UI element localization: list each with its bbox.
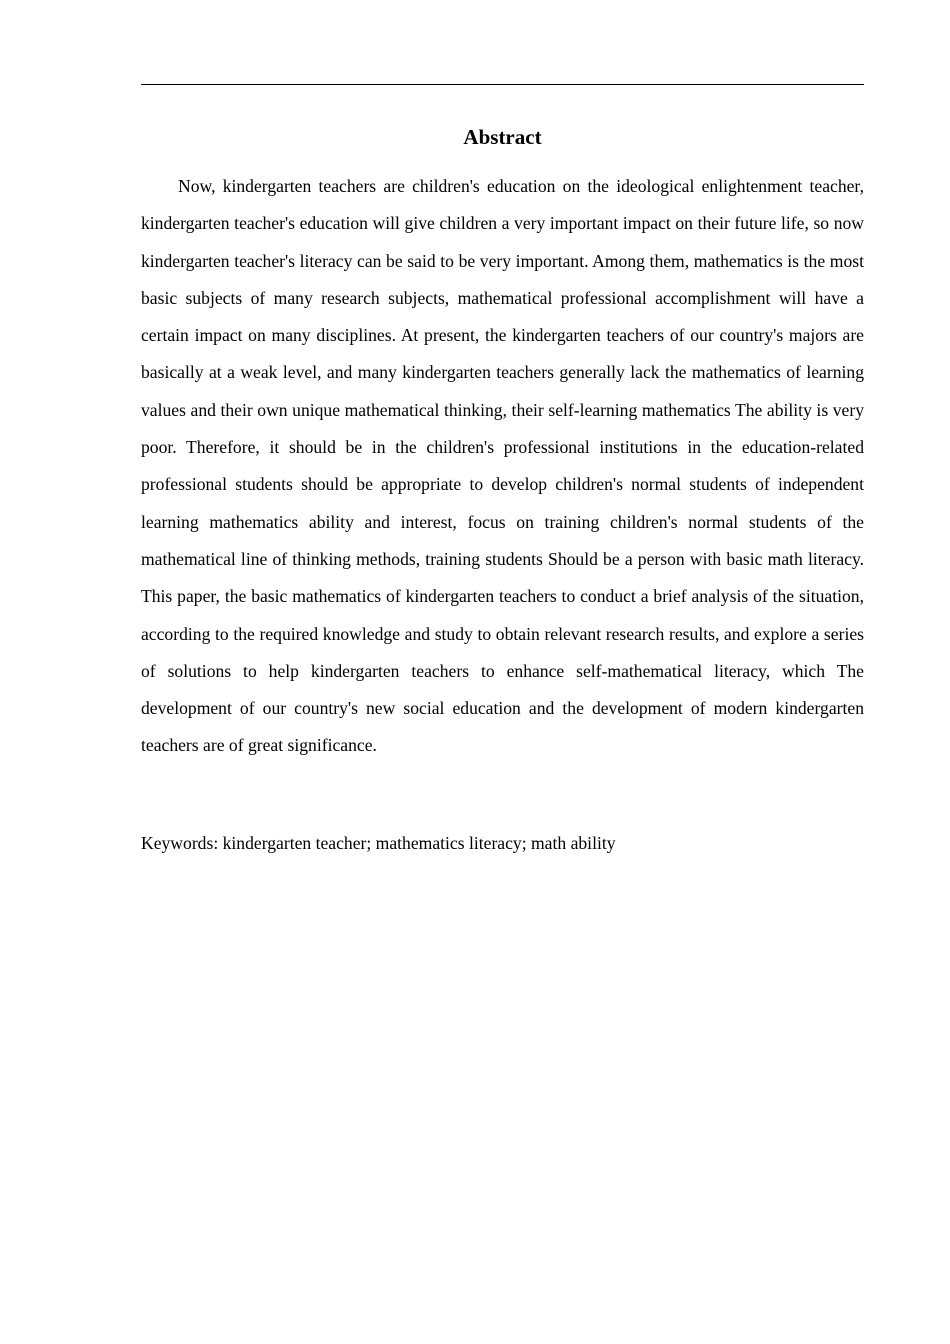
keywords-line: Keywords: kindergarten teacher; mathematics literacy; math ability xyxy=(141,833,616,853)
abstract-body: Now, kindergarten teachers are children's education on the ideological enlightenment teacher, kindergarten teacher's education will give children a very important impact on their future life, so now kindergarten teacher's literacy can be said to be very important. Among them, mathematics is the most basic subjects of many research subjects, mathematical professional accomplishment will have a certain impact on many disciplines. At present, the kindergarten teachers of our country's majors are basically at a weak level, and many kindergarten teachers generally lack the mathematics of learning values and their own unique mathematical thinking, their self-learning mathematics The ability is very poor. Therefore, it should be in the children's professional institutions in the education-related professional students should be appropriate to develop children's normal students of independent learning mathematics ability and interest, focus on training children's normal students of the mathematical line of thinking methods, training students Should be a person with basic math literacy. This paper, the basic mathematics of kindergarten teachers to conduct a brief analysis of the situation, according to the required knowledge and study to obtain relevant research results, and explore a series of solutions to help kindergarten teachers to enhance self-mathematical literacy, which The development of our country's new social education and the development of modern kindergarten teachers are of great significance. xyxy=(141,176,864,756)
abstract-title: Abstract xyxy=(463,125,542,149)
header-rule xyxy=(141,84,864,85)
